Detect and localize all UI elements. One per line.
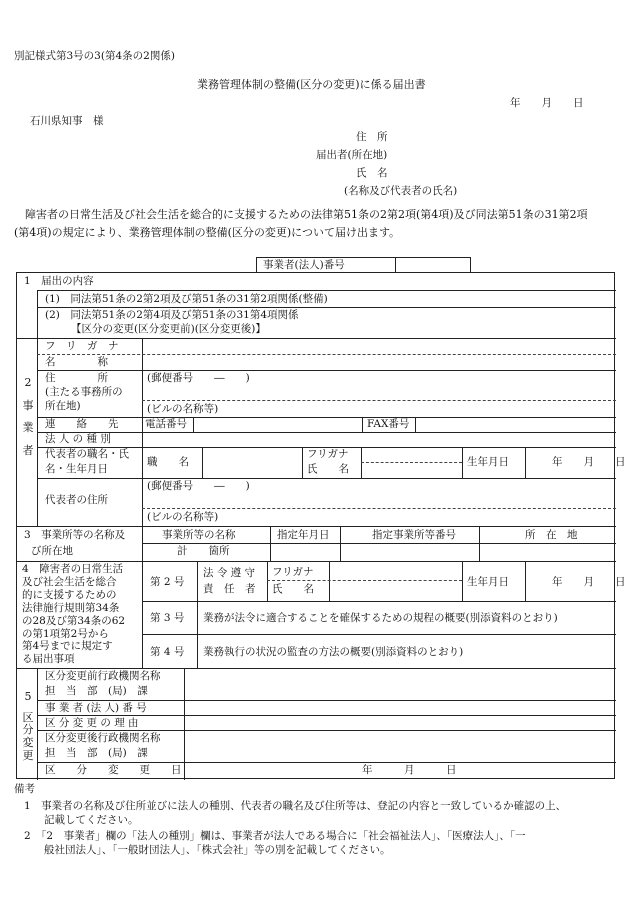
fax-field[interactable] — [416, 418, 615, 431]
rep-info-label-1: 代表者の職名・氏 — [45, 448, 129, 460]
section4-label — [22, 563, 142, 666]
date-line: 年 月 日 — [510, 97, 584, 109]
side-char: 者 — [22, 443, 34, 457]
corp-type-label: 法 人 の 種 別 — [45, 433, 111, 445]
side-char: 2 — [24, 376, 32, 389]
facility-info-field[interactable] — [271, 544, 615, 560]
compliance-officer-label-1: 法 令 遵 守 — [203, 567, 256, 579]
rule — [197, 561, 198, 668]
note-1 — [14, 799, 620, 827]
section4-label-line: 第4号までに規定す — [22, 640, 113, 653]
section1-item2-sub: 【区分の変更(区分変更前)(区分変更後)】 — [71, 323, 266, 335]
rep-postal-code-field[interactable]: (郵便番号 ― ) — [147, 480, 250, 492]
item-no3-label: 第 3 号 — [150, 612, 185, 624]
note-line: 1 事業者の名称及び住所並びに法人の種別、代表者の職名及び住所等は、登記の内容と一致しているか確認の上、 — [24, 800, 567, 812]
before-agency-field[interactable] — [185, 669, 615, 699]
after-agency-label-2: 担 当 部 (局) 課 — [45, 747, 148, 759]
document-title: 業務管理体制の整備(区分の変更)に係る届出書 — [197, 78, 426, 91]
officer-name-field[interactable] — [330, 562, 461, 600]
rep-birth-date-label: 生年月日 — [467, 456, 509, 468]
side-char: 更 — [22, 748, 34, 762]
position-label: 職 名 — [147, 456, 189, 468]
rule — [37, 290, 38, 338]
after-agency-label-1: 区分変更後行政機関名称 — [45, 732, 161, 744]
side-char: 区 — [22, 710, 34, 724]
col-designation-date: 指定年月日 — [277, 529, 330, 541]
change-date-label: 区 分 変 更 日 — [45, 764, 182, 776]
section3-label-2: び所在地 — [31, 545, 73, 557]
section4-label-line: 的に支援するための — [22, 588, 117, 601]
rule — [525, 447, 526, 478]
section5-biz-number-field[interactable] — [185, 701, 615, 714]
before-agency-label-1: 区分変更前行政機関名称 — [45, 670, 161, 682]
name-label: 氏 名 — [356, 167, 388, 179]
section1-title: 1 届出の内容 — [24, 275, 94, 287]
note-line: 般社団法人」、「一般財団法人」、「株式会社」等の別を記載してください。 — [44, 844, 391, 856]
section2-side-label — [21, 377, 35, 458]
section3-label-1: 3 事業所等の名称及 — [24, 529, 126, 541]
address-sub-label-2: 所在地) — [45, 400, 81, 412]
rep-name-label: 氏 名 — [307, 463, 349, 475]
side-char: 5 — [24, 690, 32, 703]
note-2 — [14, 829, 620, 857]
section4-label-line: る届出事項 — [22, 653, 75, 666]
item-no3-text: 業務が法令に適合することを確保するための規程の概要(別添資料のとおり) — [203, 612, 558, 624]
rule — [17, 561, 616, 562]
business-number-field[interactable] — [397, 258, 470, 272]
side-char: 業 — [22, 421, 34, 435]
officer-name-label: 氏 名 — [272, 583, 314, 595]
corp-type-field[interactable] — [143, 433, 615, 446]
rep-birth-date-field[interactable]: 年 月 日 — [552, 456, 626, 468]
side-char: 事 — [22, 398, 34, 412]
change-reason-field[interactable] — [185, 716, 615, 729]
rep-building-name-field[interactable]: (ビルの名称等) — [147, 511, 219, 523]
officer-birth-date-label: 生年月日 — [467, 576, 509, 588]
furigana-label: フ リ ガ ナ — [45, 340, 119, 352]
rule — [462, 561, 463, 601]
form-number: 別記様式第3号の3(第4条の2関係) — [14, 50, 175, 62]
after-agency-field[interactable] — [185, 731, 615, 761]
filer-label: 届出者(所在地) — [316, 149, 388, 161]
rule — [37, 290, 616, 291]
item-no2-label: 第 2 号 — [150, 576, 185, 588]
rule — [17, 526, 616, 527]
section4-label-line: の28及び第34条の62 — [22, 614, 126, 627]
change-date-field[interactable]: 年 月 日 — [362, 764, 457, 776]
section4-label-line: 4 障害者の日常生活 — [22, 563, 124, 575]
intro-line-1: 障害者の日常生活及び社会生活を総合的に支援するための法律第51条の2第2項(第4項)及び同法第51条の31第2項 — [14, 208, 588, 221]
rule — [267, 561, 268, 601]
rule — [37, 762, 616, 763]
section1-item2[interactable]: (2) 同法第51条の2第4項及び第51条の31第4項関係 — [45, 309, 299, 321]
fax-label: FAX番号 — [367, 418, 410, 430]
rule — [525, 561, 526, 601]
address-sub-label-1: (主たる事務所の — [45, 386, 123, 398]
business-name-label: 名 称 — [45, 356, 108, 368]
col-facility-name: 事業所等の名称 — [162, 529, 236, 541]
officer-birth-date-field[interactable]: 年 月 日 — [552, 576, 626, 588]
rule — [142, 508, 616, 509]
rule — [37, 668, 38, 780]
address-label: 住 所 — [356, 131, 388, 143]
divider — [395, 258, 396, 272]
business-name-field[interactable] — [143, 339, 615, 370]
notification-form — [16, 272, 626, 779]
section4-label-line: 法律施行規則第34条 — [22, 601, 120, 614]
officer-furigana-label: フリガナ — [272, 566, 314, 578]
rule — [37, 370, 616, 371]
side-char: 変 — [22, 735, 34, 749]
contact-label: 連 絡 先 — [45, 418, 119, 430]
rule — [362, 417, 363, 432]
side-char: 分 — [22, 723, 34, 737]
rep-name-field[interactable] — [362, 448, 461, 477]
address-label: 住 所 — [45, 372, 108, 384]
phone-label: 電話番号 — [145, 418, 187, 430]
intro-paragraph — [14, 206, 616, 242]
section4-label-line: の第1項第2号から — [22, 627, 109, 640]
rule — [37, 478, 616, 479]
position-field[interactable] — [203, 448, 301, 477]
business-number-label: 事業者(法人)番号 — [263, 259, 345, 271]
item-no4-text: 業務執行の状況の監査の方法の概要(別添資料のとおり) — [203, 646, 464, 658]
intro-line-2: (第4項)の規定により、業務管理体制の整備(区分の変更)について届け出ます。 — [14, 226, 401, 239]
note-line: 2 「2 事業者」欄の「法人の種別」欄は、事業者が法人である場合に「社会福祉法人」、「医療法人」、「一 — [24, 830, 526, 842]
postal-code-field[interactable]: (郵便番号 ― ) — [147, 372, 250, 384]
rule — [142, 400, 616, 401]
phone-field[interactable] — [194, 418, 361, 431]
rep-info-label-2: 名・生年月日 — [45, 463, 108, 475]
notes-section — [14, 782, 620, 857]
building-name-field[interactable]: (ビルの名称等) — [147, 403, 219, 415]
item-no4-label: 第 4 号 — [150, 646, 185, 658]
col-facility-number: 指定事業所等番号 — [372, 529, 456, 541]
rule — [302, 447, 303, 478]
col-location: 所 在 地 — [525, 529, 578, 541]
compliance-officer-label-2: 責 任 者 — [203, 583, 256, 595]
section5-side-label — [21, 691, 35, 762]
section1-item1[interactable]: (1) 同法第51条の2第2項及び第51条の31第2項関係(整備) — [45, 293, 328, 305]
note-line: 記載してください。 — [44, 814, 139, 826]
business-number-box — [256, 257, 471, 273]
col-facility-count: 計 箇所 — [177, 545, 230, 557]
section4-label-line: 及び社会生活を総合 — [22, 575, 117, 588]
section5-biz-number-label: 事 業 者 (法 人) 番 号 — [45, 702, 147, 714]
addressee: 石川県知事 様 — [30, 115, 104, 127]
rule — [37, 307, 616, 308]
name-sub-label: (名称及び代表者の氏名) — [344, 185, 458, 197]
rule — [142, 561, 143, 668]
rule — [462, 447, 463, 478]
rule — [142, 601, 616, 602]
rule — [142, 634, 616, 635]
before-agency-label-2: 担 当 部 (局) 課 — [45, 685, 148, 697]
rep-address-label: 代表者の住所 — [45, 494, 108, 506]
rep-furigana-label: フリガナ — [307, 448, 349, 460]
change-reason-label: 区 分 変 更 の 理 由 — [45, 717, 139, 729]
notes-title: 備考 — [14, 783, 35, 795]
